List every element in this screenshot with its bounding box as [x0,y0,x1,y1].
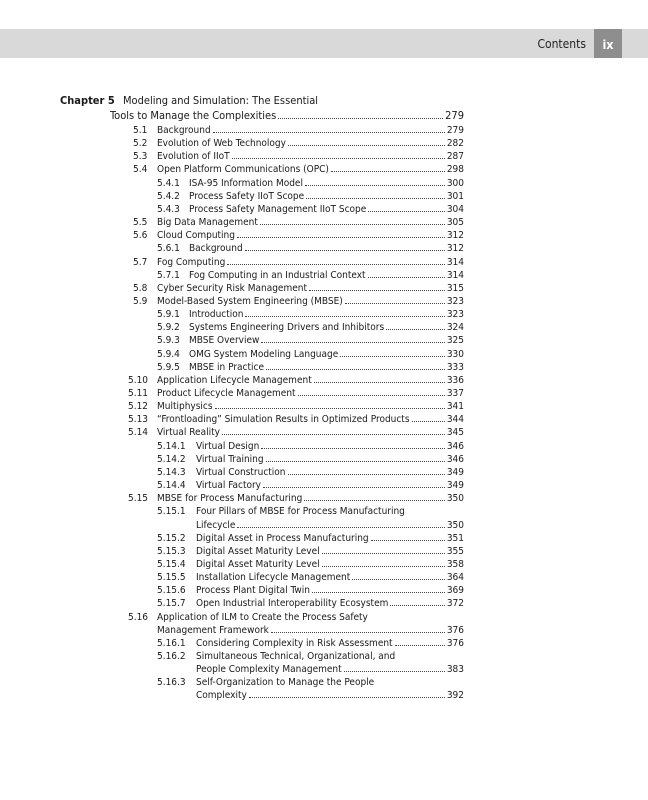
toc-entry-title: Process Safety IIoT Scope [189,190,305,202]
toc-entry-title: Evolution of Web Technology [157,138,286,150]
chapter-page: 279 [445,109,464,122]
leader-dots [261,342,444,343]
toc-entry[interactable] [0,519,648,532]
toc-entry-number: 5.6.1 [157,243,180,255]
toc-entry-title: Product Lifecycle Management [157,388,296,399]
toc-entry-number: 5.9.2 [157,322,180,334]
toc-entry[interactable] [0,689,648,702]
leader-dots [237,237,445,238]
toc-entry-page: 351 [446,532,464,544]
toc-entry-title: Digital Asset in Process Manufacturing [196,532,369,544]
toc-entry[interactable] [0,256,648,269]
toc-entry-page: 383 [446,664,464,676]
toc-entry-title: Virtual Factory [196,480,261,492]
toc-entry[interactable] [0,532,648,545]
toc-entry[interactable] [0,321,648,334]
toc-entry-page: 364 [446,572,464,584]
toc-entry-number: 5.15.3 [157,545,186,557]
leader-dots [213,132,445,133]
leader-dots [266,461,445,462]
toc-entry[interactable] [0,348,648,361]
toc-entry-title: Big Data Management [157,217,258,229]
toc-entry[interactable] [0,466,648,479]
toc-entry-page: 355 [446,545,464,557]
toc-entry-page: 300 [446,177,464,189]
toc-entry-number: 5.15.6 [157,585,186,597]
toc-entry-page: 314 [446,269,464,281]
toc-entry-number: 5.16.3 [157,677,186,689]
toc-entry-number: 5.16.2 [157,651,186,662]
toc-entry[interactable] [0,295,648,308]
toc-entry-number: 5.15.7 [157,598,186,610]
toc-entry[interactable] [0,269,648,282]
toc-entry-number: 5.16.1 [157,637,186,649]
leader-dots [322,553,445,554]
leader-dots [237,527,444,528]
toc-entry-number: 5.4.1 [157,177,180,189]
leader-dots [304,500,445,501]
toc-entry-page: 358 [446,558,464,570]
toc-entry[interactable] [0,203,648,216]
toc-entry-title: Installation Lifecycle Management [196,572,351,584]
leader-dots [288,145,445,146]
toc-entry[interactable] [0,545,648,558]
toc-entry-page: 298 [446,164,464,176]
toc-entry-number: 5.7.1 [157,269,180,281]
toc-entry-number: 5.4.3 [157,203,180,215]
toc-entry-number: 5.9.4 [157,348,180,360]
toc-entry-title: Multiphysics [157,401,213,413]
toc-entry-title: Digital Asset Maturity Level [196,545,320,557]
toc-entry[interactable] [0,308,648,321]
toc-entry[interactable] [0,124,648,137]
toc-entry[interactable] [0,571,648,584]
toc-entry-number: 5.2 [133,138,148,150]
leader-dots [395,645,445,646]
toc-entry[interactable] [0,492,648,505]
leader-dots [266,369,445,370]
toc-entry-number: 5.4.2 [157,190,180,202]
toc-entry[interactable] [0,637,648,650]
toc-entry-number: 5.16 [128,611,149,623]
leader-dots [390,605,444,606]
leader-dots [352,579,445,580]
toc-entry-page: 369 [446,585,464,597]
toc-entry-page: 350 [446,519,464,531]
toc-entry-number: 5.1 [133,125,148,136]
toc-entry-number: 5.15.1 [157,506,186,518]
toc-entry-title: Application of ILM to Create the Process Safety [157,611,368,623]
toc-entry-title: Evolution of IIoT [157,151,230,163]
leader-dots [260,224,445,225]
leader-dots [340,356,445,357]
leader-dots [278,118,443,119]
toc-entry-title: Process Plant Digital Twin [196,585,310,597]
toc-entry-page: 301 [446,190,464,202]
toc-entry-page: 349 [446,466,464,478]
toc-entry-page: 376 [446,624,464,636]
toc-entry-title: Virtual Design [196,440,260,452]
toc-entry[interactable] [0,229,648,242]
toc-entry-number: 5.6 [133,230,148,242]
page-number: ix [594,29,622,58]
toc-entry-number: 5.10 [128,374,149,386]
toc-entry-page: 350 [446,493,464,505]
toc-entry-title: Digital Asset Maturity Level [196,558,320,570]
toc-entry-page: 372 [446,598,464,610]
leader-dots [305,185,445,186]
toc-entry-number: 5.8 [133,282,148,294]
leader-dots [227,264,445,265]
toc-entry-number: 5.7 [133,256,148,268]
leader-dots [344,671,445,672]
toc-entry[interactable] [0,505,648,518]
toc-entry[interactable] [0,611,648,624]
toc-entry-number: 5.9.5 [157,361,180,373]
toc-entry-title: Lifecycle [196,519,236,531]
toc-entry[interactable] [0,374,648,387]
toc-entry-number: 5.4 [133,164,148,176]
toc-entry[interactable] [0,242,648,255]
toc-entry[interactable] [0,361,648,374]
leader-dots [298,395,445,396]
leader-dots [245,250,445,251]
toc-entry-title: Fog Computing [157,256,226,268]
toc-entry-page: 349 [446,480,464,492]
toc-entry[interactable] [0,584,648,597]
toc-entry[interactable] [0,479,648,492]
toc-entry-title: Simultaneous Technical, Organizational, and [196,651,396,662]
leader-dots [312,592,445,593]
toc-entry-title: Fog Computing in an Industrial Context [189,269,366,281]
leader-dots [368,211,445,212]
leader-dots [322,566,445,567]
toc-entry-page: 376 [446,637,464,649]
toc-entry[interactable] [0,624,648,637]
toc-entry[interactable] [0,400,648,413]
toc-entry-number: 5.13 [128,414,149,426]
toc-entry-title: Application Lifecycle Management [157,374,312,386]
toc-entry-title: ISA-95 Information Model [189,177,303,189]
toc-entry-title: Cloud Computing [157,230,235,242]
toc-entry-number: 5.15.2 [157,532,186,544]
leader-dots [306,198,445,199]
toc-entry[interactable] [0,190,648,203]
toc-entry[interactable] [0,334,648,347]
toc-entry-title: Background [189,243,243,255]
toc-entry-title: Self-Organization to Manage the People [196,677,375,689]
toc-entry-title: Open Industrial Interoperability Ecosystem [196,598,389,610]
toc-entry-title: Process Safety Management IIoT Scope [189,203,367,215]
toc-entry-number: 5.15.5 [157,572,186,584]
toc-entry-title: Virtual Reality [157,427,220,439]
toc-entry[interactable] [0,453,648,466]
toc-entry-title: Open Platform Communications (OPC) [157,164,329,176]
toc-entry-page: 324 [446,322,464,334]
toc-entry-page: 341 [446,401,464,413]
toc-entry-page: 312 [446,243,464,255]
toc-entry-number: 5.14.3 [157,466,186,478]
toc-entry-number: 5.15.4 [157,558,186,570]
toc-entry[interactable] [0,440,648,453]
toc-entry-title: Virtual Construction [196,466,286,478]
leader-dots [331,171,445,172]
leader-dots [309,290,445,291]
toc-entry-page: 330 [446,348,464,360]
toc-entry-page: 323 [446,295,464,307]
toc-entry-page: 312 [446,230,464,242]
toc-entry[interactable] [0,676,648,689]
toc-entry[interactable] [0,137,648,150]
toc-entry[interactable] [0,558,648,571]
toc-entry-number: 5.9 [133,295,148,307]
leader-dots [261,448,445,449]
toc-entry-page: 314 [446,256,464,268]
leader-dots [263,487,445,488]
toc-entry-number: 5.12 [128,401,149,413]
toc-entry-title: Systems Engineering Drivers and Inhibitors [189,322,385,334]
toc-entry-title: People Complexity Management [196,664,342,676]
leader-dots [386,329,445,330]
toc-entry-number: 5.9.3 [157,335,180,347]
leader-dots [412,421,445,422]
toc-entry-title: “Frontloading” Simulation Results in Optimized Products [157,414,410,426]
toc-entry[interactable] [0,216,648,229]
toc-entry-title: Virtual Training [196,453,264,465]
toc-entry-page: 305 [446,217,464,229]
toc-entry[interactable] [0,663,648,676]
toc-entry-page: 392 [446,690,464,702]
toc-entry-page: 337 [446,388,464,399]
leader-dots [288,474,445,475]
toc-entry-number: 5.15 [128,493,149,505]
toc-entry-number: 5.5 [133,217,148,229]
leader-dots [368,277,445,278]
toc-entry-title: Introduction [189,309,244,321]
toc-entry-title: Management Framework [157,624,269,636]
chapter-title-cont: Tools to Manage the Complexities [110,109,277,122]
toc-entry-title: MBSE in Practice [189,361,264,373]
toc-entry-page: 323 [446,309,464,321]
toc-entry-number: 5.14.4 [157,480,186,492]
chapter-title: Modeling and Simulation: The Essential [123,94,319,107]
toc-entry[interactable] [0,177,648,190]
toc-entry[interactable] [0,150,648,163]
toc-entry-number: 5.14.1 [157,440,186,452]
toc-entry-page: 344 [446,414,464,426]
toc-entry-page: 315 [446,282,464,294]
toc-entry-title: Model-Based System Engineering (MBSE) [157,295,343,307]
toc-entry[interactable] [0,426,648,439]
leader-dots [271,632,445,633]
toc-entry-title: MBSE Overview [189,335,260,347]
toc-entry-title: OMG System Modeling Language [189,348,339,360]
toc-entry[interactable] [0,163,648,176]
toc-entry[interactable] [0,387,648,400]
toc-entry-page: 345 [446,427,464,439]
running-header [0,29,648,58]
toc-entry-page: 287 [446,151,464,163]
leader-dots [222,434,445,435]
toc-entry-page: 282 [446,138,464,150]
toc-entry-number: 5.14.2 [157,453,186,465]
toc-entry-title: Cyber Security Risk Management [157,282,307,294]
toc-entry-number: 5.11 [128,388,149,399]
toc-entry[interactable] [0,282,648,295]
toc-entry-page: 279 [446,125,464,136]
toc-entry-page: 336 [446,374,464,386]
leader-dots [215,408,445,409]
toc-entry-page: 333 [446,361,464,373]
toc-entry[interactable] [0,413,648,426]
leader-dots [371,540,445,541]
toc-entry-page: 346 [446,453,464,465]
leader-dots [345,303,445,304]
leader-dots [249,697,445,698]
toc-entry-number: 5.9.1 [157,309,180,321]
toc-entry-page: 304 [446,203,464,215]
toc-entry[interactable] [0,650,648,663]
toc-entry-title: MBSE for Process Manufacturing [157,493,303,505]
leader-dots [245,316,444,317]
leader-dots [232,158,445,159]
toc-entry-number: 5.14 [128,427,149,439]
toc-entry-title: Considering Complexity in Risk Assessment [196,637,393,649]
chapter-label: Chapter 5 [60,94,115,107]
toc-entry-title: Background [157,125,211,136]
toc-entry-title: Four Pillars of MBSE for Process Manufacturing [196,506,405,518]
toc-entry-title: Complexity [196,690,247,702]
toc-entry-number: 5.3 [133,151,148,163]
toc-entry[interactable] [0,597,648,610]
toc-entry-page: 346 [446,440,464,452]
chapter-title-line[interactable] [0,109,648,122]
running-header-title: Contents [537,37,586,51]
toc-entry-page: 325 [446,335,464,347]
leader-dots [314,382,445,383]
